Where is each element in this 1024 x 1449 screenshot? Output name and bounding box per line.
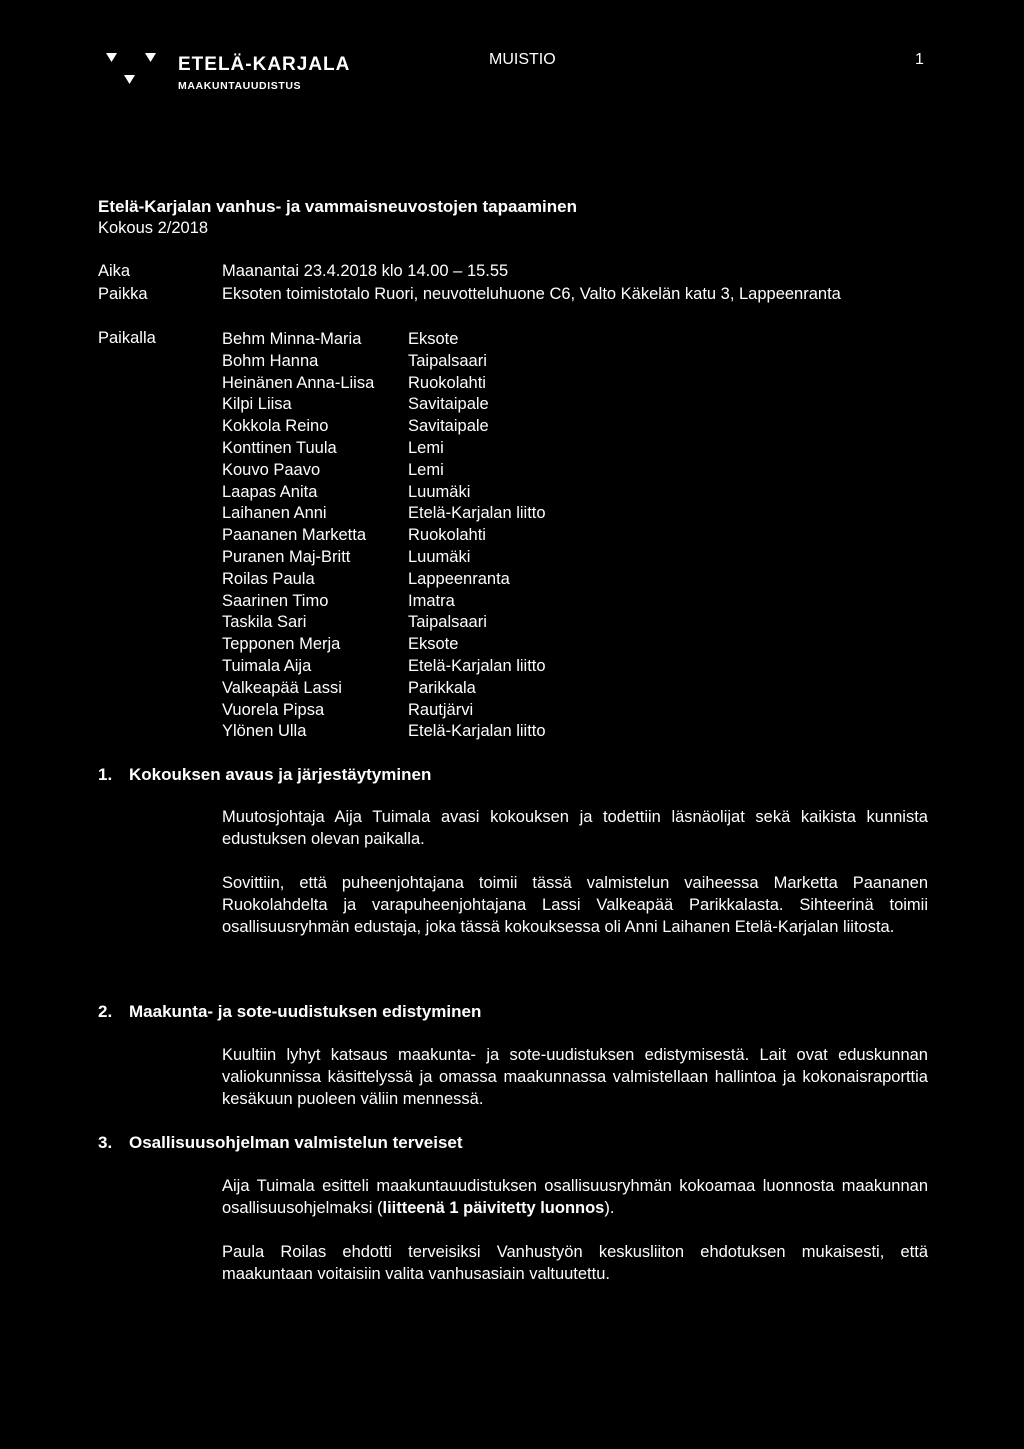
attendee-row [222,460,546,482]
meeting-number: Kokous 2/2018 [98,219,209,237]
attendee-row [222,612,546,634]
paragraph-text: ). [604,1198,615,1217]
paragraph: Kuultiin lyhyt katsaus maakunta- ja sote-uudistuksen edistymisestä. Lait ovat eduskunnan valiokunnissa käsittelyssä ja omassa maakunnassa valmistellaan hallintoa ja kokonaisraporttia kesäkuun puoleen väliin mennessä. [222,1046,928,1108]
section-heading [98,1002,481,1022]
attendee-name: Konttinen Tuula [222,438,337,457]
paragraph: Sovittiin, että puheenjohtajana toimii tässä valmistelun vaiheessa Marketta Paananen Ruokolahdelta ja varapuheenjohtajana Lassi Valkeapää Parikkalasta. Sihteerinä toimii osallisuusryhmän edustaja, joka tässä kokouksessa oli Anni Laihanen Etelä-Karjalan liitosta. [222,874,928,936]
section-title: Kokouksen avaus ja järjestäytyminen [129,765,432,784]
attendee-name: Kilpi Liisa [222,395,292,414]
section-number: 1. [98,765,113,784]
attendee-organization: Taipalsaari [408,613,487,632]
attendee-row [222,569,546,591]
paragraph: Muutosjohtaja Aija Tuimala avasi kokouksen ja todettiin läsnäolijat sekä kaikista kunnista edustuksen olevan paikalla. [222,808,928,848]
section-title: Maakunta- ja sote-uudistuksen edistyminen [129,1002,482,1021]
attendee-row [222,351,546,373]
attendee-row [222,678,546,700]
attendee-organization: Rautjärvi [408,700,474,719]
attendee-row [222,634,546,656]
section-heading [98,1133,463,1153]
attendee-row [222,656,546,678]
section-heading [98,765,431,785]
time-label: Aika [98,262,131,280]
attendee-row [222,482,546,504]
logo-icon [92,50,162,90]
attendee-name: Ylönen Ulla [222,722,307,741]
attendee-organization: Eksote [408,635,459,654]
org-subtitle: MAAKUNTAUUDISTUS [178,80,302,92]
page-number: 1 [915,51,924,68]
attendee-organization: Imatra [408,591,455,610]
section-number: 3. [98,1133,113,1152]
attendee-name: Paananen Marketta [222,526,367,545]
paragraph: Paula Roilas ehdotti terveisiksi Vanhustyön keskusliiton ehdotuksen mukaisesti, että maakuntaan voitaisiin valita vanhusasiain valtuutettu. [222,1243,928,1283]
section-title: Osallisuusohjelman valmistelun terveiset [129,1133,463,1152]
paragraph [222,1176,928,1220]
attendee-name: Bohm Hanna [222,351,319,370]
attendee-organization: Lappeenranta [408,569,510,588]
paragraph-text: Aija Tuimala esitteli maakuntauudistuksen osallisuusryhmän kokoamaa luonnosta maakunnan osallisuusohjelmaksi ( [222,1177,928,1217]
attendee-row [222,438,546,460]
attendee-name: Puranen Maj-Britt [222,547,351,566]
present-label: Paikalla [98,329,156,347]
section-number: 2. [98,1002,113,1021]
attendee-row [222,721,546,743]
attendee-organization: Etelä-Karjalan liitto [408,656,546,675]
attendee-name: Roilas Paula [222,569,315,588]
attendee-organization: Eksote [408,330,459,348]
attachment-reference: liitteenä 1 päivitetty luonnos [382,1198,605,1217]
attendee-name: Laihanen Anni [222,504,327,523]
place-value: Eksoten toimistotalo Ruori, neuvotteluhuone C6, Valto Käkelän katu 3, Lappeenranta [222,285,841,303]
page-title: Etelä-Karjalan vanhus- ja vammaisneuvostojen tapaaminen [98,197,577,216]
attendee-name: Heinänen Anna-Liisa [222,373,375,392]
attendee-row [222,373,546,395]
attendee-row [222,503,546,525]
attendee-row [222,394,546,416]
attendee-organization: Lemi [408,438,444,457]
attendee-name: Taskila Sari [222,613,307,632]
attendee-organization: Savitaipale [408,395,489,414]
attendee-organization: Savitaipale [408,417,489,436]
attendee-row [222,547,546,569]
attendee-organization: Lemi [408,460,444,479]
attendee-organization: Ruokolahti [408,526,486,545]
attendee-row [222,329,546,351]
attendee-row [222,416,546,438]
attendee-name: Tepponen Merja [222,635,341,654]
attendee-name: Tuimala Aija [222,656,312,675]
attendee-row [222,525,546,547]
attendee-row [222,700,546,722]
attendee-name: Kokkola Reino [222,417,329,436]
attendee-organization: Ruokolahti [408,373,486,392]
attendee-organization: Luumäki [408,547,471,566]
attendee-name: Kouvo Paavo [222,460,321,479]
time-value: Maanantai 23.4.2018 klo 14.00 – 15.55 [222,262,509,280]
place-label: Paikka [98,285,148,303]
attendee-organization: Taipalsaari [408,351,487,370]
attendee-organization: Parikkala [408,678,476,697]
attendee-list [222,329,546,743]
attendee-organization: Etelä-Karjalan liitto [408,504,546,523]
org-name: ETELÄ-KARJALA [178,54,351,75]
attendee-name: Valkeapää Lassi [222,678,342,697]
attendee-name: Saarinen Timo [222,591,329,610]
attendee-organization: Etelä-Karjalan liitto [408,722,546,741]
attendee-name: Laapas Anita [222,482,318,501]
attendee-name: Behm Minna-Maria [222,330,362,348]
attendee-organization: Luumäki [408,482,471,501]
attendee-row [222,591,546,613]
attendee-name: Vuorela Pipsa [222,700,325,719]
document-type: MUISTIO [489,51,556,68]
